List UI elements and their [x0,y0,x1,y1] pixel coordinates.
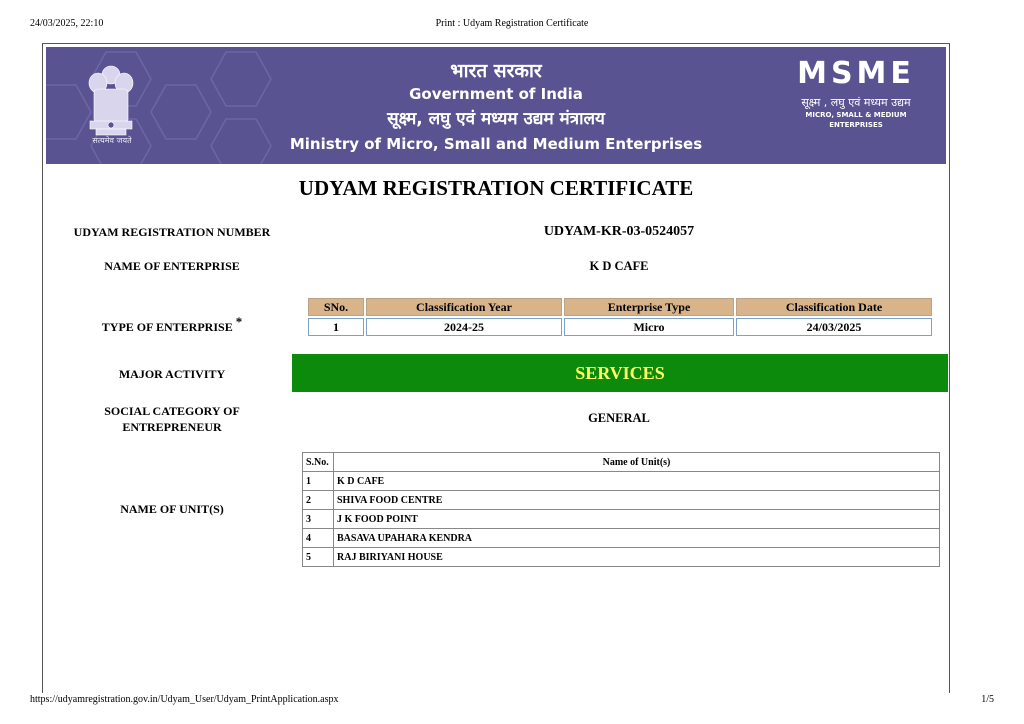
registration-number-value: UDYAM-KR-03-0524057 [543,224,695,239]
enterprise-name-label: NAME OF ENTERPRISE [104,259,240,273]
msme-logo-hindi: सूक्ष्म , लघु एवं मध्यम उद्यम [801,96,911,109]
unit-sno: 3 [303,510,334,529]
classification-sno: 1 [308,318,364,336]
classification-header-type: Enterprise Type [564,298,734,316]
units-header-row [303,453,940,472]
social-category-label [57,403,287,435]
unit-sno: 5 [303,548,334,567]
banner-government-of-india: Government of India [409,85,583,103]
social-category-value: GENERAL [588,411,650,425]
banner-hindi-ministry: सूक्ष्म, लघु एवं मध्यम उद्यम मंत्रालय [387,109,605,129]
units-label: NAME OF UNIT(S) [120,502,224,516]
enterprise-type-label [57,314,287,335]
unit-name: RAJ BIRIYANI HOUSE [334,548,940,567]
banner-ministry-name: Ministry of Micro, Small and Medium Enterprises [289,135,703,153]
classification-year: 2024-25 [366,318,562,336]
unit-name: SHIVA FOOD CENTRE [334,491,940,510]
units-header-name: Name of Unit(s) [334,453,940,472]
enterprise-name-value: K D CAFE [589,259,649,273]
classification-date: 24/03/2025 [736,318,932,336]
banner-hindi-government: भारत सरकार [450,60,542,82]
print-page-number: 1/5 [981,694,994,705]
classification-table [306,296,934,338]
msme-logo-english: MICRO, SMALL & MEDIUM ENTERPRISES [805,111,907,129]
unit-sno: 2 [303,491,334,510]
major-activity-label: MAJOR ACTIVITY [118,367,226,381]
emblem-motto: सत्यमेव जयते [92,136,132,145]
print-date-time: 24/03/2025, 22:10 [30,18,104,29]
classification-type: Micro [564,318,734,336]
unit-sno: 1 [303,472,334,491]
major-activity-value: SERVICES [292,354,948,392]
table-row [303,491,940,510]
print-header [30,18,994,32]
table-row [303,548,940,567]
classification-row [308,318,932,336]
classification-header-year: Classification Year [366,298,562,316]
social-category-label-line2: ENTREPRENEUR [122,420,222,434]
certificate [42,43,950,693]
enterprise-type-label-text: TYPE OF ENTERPRISE [101,320,233,334]
social-category-label-line1: SOCIAL CATEGORY OF [104,404,240,418]
unit-sno: 4 [303,529,334,548]
classification-header-date: Classification Date [736,298,932,316]
print-page-title: Print : Udyam Registration Certificate [435,18,589,29]
government-banner [46,47,946,164]
table-row [303,472,940,491]
print-footer [30,694,994,708]
table-row [303,510,940,529]
unit-name: K D CAFE [334,472,940,491]
unit-name: J K FOOD POINT [334,510,940,529]
table-row [303,529,940,548]
units-header-sno: S.No. [303,453,334,472]
enterprise-type-asterisk: * [235,314,243,329]
classification-header-sno: SNo. [308,298,364,316]
msme-logo [781,57,931,130]
registration-number-label: UDYAM REGISTRATION NUMBER [73,225,271,239]
msme-logo-word: MSME [797,56,915,91]
print-url: https://udyamregistration.gov.in/Udyam_User/Udyam_PrintApplication.aspx [30,694,339,705]
certificate-title: UDYAM REGISTRATION CERTIFICATE [298,176,694,200]
banner-text [246,59,746,155]
classification-header-row [308,298,932,316]
units-table [302,452,940,567]
unit-name: BASAVA UPAHARA KENDRA [334,529,940,548]
